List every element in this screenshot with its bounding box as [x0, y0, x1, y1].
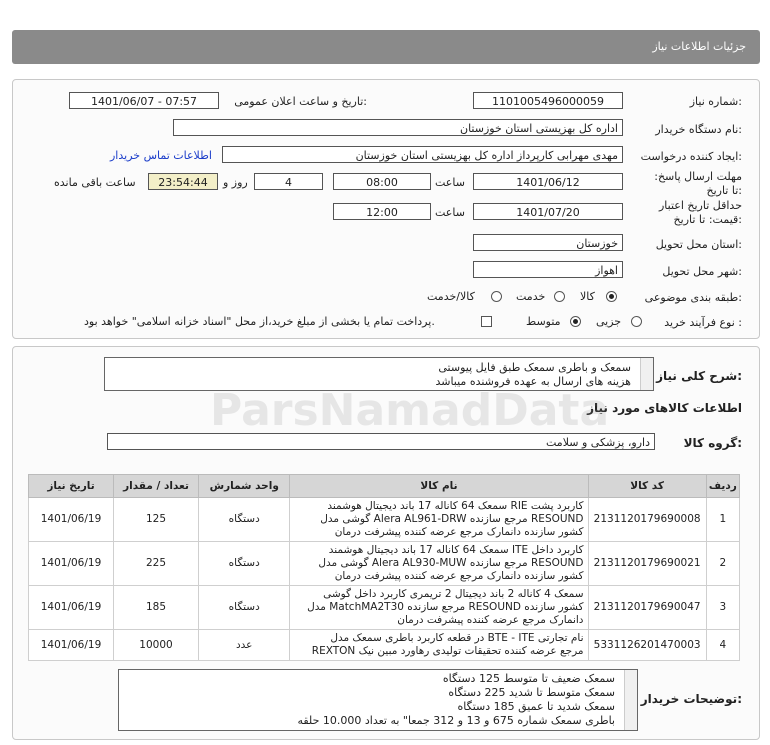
cell-date: 1401/06/19	[29, 630, 114, 661]
page-header	[12, 30, 760, 64]
payment-note: پرداخت تمام یا بخشی از مبلغ خرید،از محل "اسناد خزانه اسلامی" خواهد بود.	[84, 315, 435, 328]
category-option-service: خدمت	[516, 290, 546, 303]
cell-name	[290, 586, 588, 630]
buyer-notes-line-1: سمعک ضعیف تا متوسط 125 دستگاه	[442, 672, 615, 685]
creator-field: مهدی مهرابی کارپرداز اداره کل بهزیستی استان خوزستان	[222, 146, 623, 163]
category-option-goods: کالا	[580, 290, 595, 303]
col-unit: واحد شمارش	[199, 475, 290, 498]
table-row	[29, 542, 740, 586]
cell-row: 2	[706, 542, 739, 586]
buyer-notes-scrollbar[interactable]	[624, 670, 637, 730]
process-option-medium: متوسط	[526, 315, 561, 328]
remaining-time-field: 23:54:44	[148, 173, 218, 190]
treasury-checkbox[interactable]	[481, 316, 492, 327]
cell-name	[290, 498, 588, 542]
remaining-label: ساعت باقی مانده	[54, 176, 136, 189]
goods-group-field: دارو، پزشکی و سلامت	[107, 433, 655, 450]
creator-label: ایجاد کننده درخواست:	[640, 150, 742, 163]
cell-unit: دستگاه	[199, 542, 290, 586]
buyer-org-label: نام دستگاه خریدار:	[655, 123, 742, 136]
city-field: اهواز	[473, 261, 623, 278]
validity-date-field: 1401/07/20	[473, 203, 623, 220]
buyer-notes-line-3: سمعک شدید تا عمیق 185 دستگاه	[457, 700, 615, 713]
table-row	[29, 586, 740, 630]
deadline-time-label: ساعت	[435, 176, 465, 189]
category-radio-service[interactable]	[554, 291, 565, 302]
deadline-label: مهلت ارسال پاسخ: تا تاریخ:	[654, 170, 742, 197]
cell-row: 4	[706, 630, 739, 661]
cell-name	[290, 630, 588, 661]
cell-name-line: سمعک 64 کاناله 17 باند دیجیتال هوشمند ITE کاربرد داخل	[328, 544, 584, 556]
process-radio-medium[interactable]	[570, 316, 581, 327]
city-label: شهر محل تحویل:	[662, 265, 742, 278]
announce-label: تاریخ و ساعت اعلان عمومی:	[234, 95, 367, 108]
goods-section-title: اطلاعات کالاهای مورد نیاز	[587, 401, 742, 415]
process-radio-minor[interactable]	[631, 316, 642, 327]
cell-code: 5331126201470003	[588, 630, 706, 661]
col-quantity: تعداد / مقدار	[114, 475, 199, 498]
process-option-minor: جزیی	[596, 315, 622, 328]
description-textarea[interactable]	[104, 357, 654, 391]
cell-unit: دستگاه	[199, 586, 290, 630]
cell-name-line: دانمارک مرجع عرضه کننده پیشرفت درمان	[397, 614, 584, 626]
cell-code: 2131120179690047	[588, 586, 706, 630]
cell-name	[290, 542, 588, 586]
cell-date: 1401/06/19	[29, 586, 114, 630]
category-option-both: کالا/خدمت	[427, 290, 475, 303]
description-line-1: سمعک و باطری سمعک طبق فایل پیوستی	[438, 361, 631, 374]
deadline-date-field: 1401/06/12	[473, 173, 623, 190]
goods-group-label: گروه کالا:	[683, 436, 742, 450]
col-name: نام کالا	[290, 475, 588, 498]
province-label: استان محل تحویل:	[655, 238, 742, 251]
cell-code: 2131120179690021	[588, 542, 706, 586]
category-label: طبقه بندی موضوعی:	[644, 291, 742, 304]
validity-time-field: 12:00	[333, 203, 431, 220]
buyer-notes-line-4: باطری سمعک شماره 675 و 13 و 312 جمعا" به تعداد 10.000 حلقه	[297, 714, 615, 727]
need-number-field: 1101005496000059	[473, 92, 623, 109]
cell-name-line: کشور سازنده دانمارک مرجع عرضه کننده پیشرفت درمان	[334, 570, 584, 582]
description-line-2: هزینه های ارسال به عهده فروشنده میباشد	[435, 375, 631, 388]
cell-name-line: گوشی مدل Alera AL930-MUW مرجع سازنده RESOUND	[318, 557, 584, 569]
cell-unit: عدد	[199, 630, 290, 661]
cell-name-line: در قطعه کاربرد باطری سمعک مدل BTE - ITE نام تجارتی	[330, 632, 584, 644]
process-label: نوع فرآیند خرید :	[664, 316, 742, 329]
buyer-notes-line-2: سمعک متوسط تا شدید 225 دستگاه	[448, 686, 615, 699]
cell-row: 3	[706, 586, 739, 630]
cell-name-line: سمعک 4 کاناله 2 باند دیجیتال 2 تریمری کاربرد داخل گوشی	[323, 588, 584, 600]
cell-date: 1401/06/19	[29, 498, 114, 542]
goods-table	[28, 474, 740, 661]
cell-unit: دستگاه	[199, 498, 290, 542]
deadline-time-field: 08:00	[333, 173, 431, 190]
cell-date: 1401/06/19	[29, 542, 114, 586]
cell-name-line: REXTON مرجع عرضه کننده تحقیقات تولیدی رهاورد مبین نیک	[311, 645, 584, 657]
table-row	[29, 498, 740, 542]
col-code: کد کالا	[588, 475, 706, 498]
cell-row: 1	[706, 498, 739, 542]
table-header-row	[29, 475, 740, 498]
need-number-label: شماره نیاز:	[689, 95, 742, 108]
province-field: خوزستان	[473, 234, 623, 251]
cell-name-line: کشور سازنده دانمارک مرجع عرضه کننده پیشرفت درمان	[334, 526, 584, 538]
cell-name-line: مدل MatchMA2T30 مرجع سازنده RESOUND کشور سازنده	[307, 601, 584, 613]
cell-qty: 185	[114, 586, 199, 630]
cell-qty: 225	[114, 542, 199, 586]
category-radio-goods[interactable]	[606, 291, 617, 302]
cell-code: 2131120179690008	[588, 498, 706, 542]
validity-time-label: ساعت	[435, 206, 465, 219]
description-label: شرح کلی نیاز:	[656, 369, 742, 383]
buyer-org-field: اداره کل بهزیستی استان خوزستان	[173, 119, 623, 136]
col-need-date: تاریخ نیاز	[29, 475, 114, 498]
buyer-notes-textarea[interactable]	[118, 669, 638, 731]
cell-name-line: گوشی مدل Alera AL961-DRW مرجع سازنده RESOUND	[320, 513, 584, 525]
announce-field: 1401/06/07 - 07:57	[69, 92, 219, 109]
buyer-notes-label: توضیحات خریدار:	[640, 692, 742, 706]
days-remaining-field: 4	[254, 173, 323, 190]
cell-qty: 125	[114, 498, 199, 542]
col-row: ردیف	[706, 475, 739, 498]
description-scrollbar[interactable]	[640, 358, 653, 390]
days-label: روز و	[223, 176, 248, 189]
table-row	[29, 630, 740, 661]
page-title: جزئیات اطلاعات نیاز	[652, 40, 746, 53]
contact-buyer-link[interactable]: اطلاعات تماس خریدار	[110, 149, 212, 162]
cell-qty: 10000	[114, 630, 199, 661]
category-radio-both[interactable]	[491, 291, 502, 302]
validity-label: حداقل تاریخ اعتبار قیمت: تا تاریخ:	[658, 199, 742, 226]
cell-name-line: سمعک 64 کاناله 17 باند دیجیتال هوشمند RIE کاربرد پشت	[327, 500, 584, 512]
